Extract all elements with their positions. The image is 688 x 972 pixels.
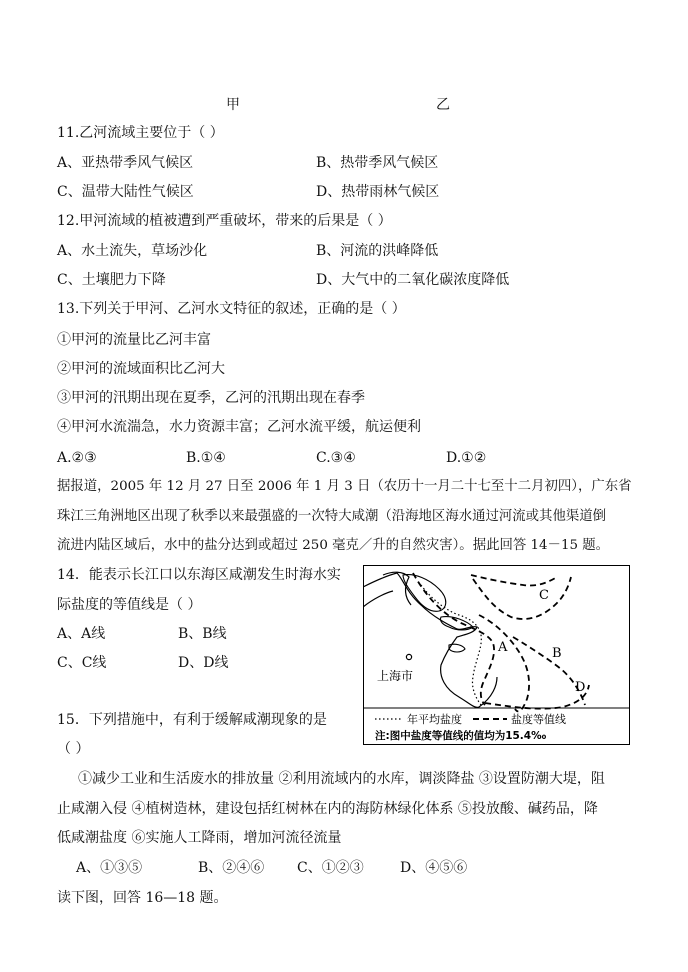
q13-item-4: ④甲河水流湍急，水力资源丰富；乙河水流平缓，航运便利 xyxy=(57,419,421,435)
q15-measures-line-3: 低咸潮盐度 ⑥实施人工降雨，增加河流径流量 xyxy=(57,830,342,846)
q11-option-d: D、热带雨林气候区 xyxy=(316,184,440,200)
label-b: B xyxy=(552,646,562,661)
q15-option-a: A、①③⑤ xyxy=(76,860,143,876)
q13-item-2: ②甲河的流域面积比乙河大 xyxy=(57,361,225,377)
q12-option-b: B、河流的洪峰降低 xyxy=(316,243,439,259)
q13-stem: 13.下列关于甲河、乙河水文特征的叙述，正确的是（ ） xyxy=(57,301,406,317)
q13-item-1: ①甲河的流量比乙河丰富 xyxy=(57,332,211,348)
q13-option-a: A.②③ xyxy=(57,450,97,466)
q14-option-d: D、D线 xyxy=(178,655,229,671)
q15-measures-line-1: ①减少工业和生活废水的排放量 ②利用流域内的水库，调淡降盐 ③设置防潮大堤，阻 xyxy=(78,771,605,787)
q15-option-d: D、④⑤⑥ xyxy=(400,860,468,876)
q12-option-c: C、土壤肥力下降 xyxy=(57,272,166,288)
q15-stem-line-1: 15．下列措施中，有利于缓解咸潮现象的是 xyxy=(57,712,327,728)
q13-option-c: C.③④ xyxy=(316,450,356,466)
q14-stem-line-1: 14．能表示长江口以东海区咸潮发生时海水实 xyxy=(57,567,341,583)
passage-line-1: 据报道，2005 年 12 月 27 日至 2006 年 1 月 3 日（农历十一月二十七至十二月初四），广东省 xyxy=(57,479,632,494)
salinity-map xyxy=(363,565,630,745)
q15-stem-line-2: （ ） xyxy=(57,741,90,757)
q14-option-b: B、B线 xyxy=(178,626,227,642)
q15-option-c: C、①②③ xyxy=(297,860,364,876)
label-a: A xyxy=(498,640,508,655)
q13-option-d: D.①② xyxy=(446,450,487,466)
q13-option-b: B.①④ xyxy=(186,450,226,466)
q14-option-a: A、A线 xyxy=(57,626,106,642)
q11-option-c: C、温带大陆性气候区 xyxy=(57,184,194,200)
q13-item-3: ③甲河的汛期出现在夏季，乙河的汛期出现在春季 xyxy=(57,390,365,406)
q11-option-a: A、亚热带季风气候区 xyxy=(57,155,194,171)
q14-stem-line-2: 际盐度的等值线是（ ） xyxy=(57,597,202,613)
legend-iso-label: 盐度等值线 xyxy=(511,713,566,726)
city-marker xyxy=(406,654,411,659)
q15-option-b: B、②④⑥ xyxy=(198,860,265,876)
caption-yi: 乙 xyxy=(436,97,450,113)
q11-stem: 11.乙河流域主要位于（ ） xyxy=(57,125,224,141)
label-c: C xyxy=(539,588,549,603)
q14-option-c: C、C线 xyxy=(57,655,107,671)
legend-note: 注:图中盐度等值线的值均为15.4‰ xyxy=(375,730,547,742)
q11-option-b: B、热带季风气候区 xyxy=(316,155,439,171)
label-d: D xyxy=(575,680,586,695)
caption-jia: 甲 xyxy=(226,97,240,113)
q12-option-d: D、大气中的二氧化碳浓度降低 xyxy=(316,272,510,288)
legend-avg-label: 年平均盐度 xyxy=(407,713,462,726)
next-section-instruction: 读下图，回答 16—18 题。 xyxy=(57,890,228,906)
q12-option-a: A、水土流失，草场沙化 xyxy=(57,243,208,259)
passage-line-3: 流进内陆区域后，水中的盐分达到或超过 250 毫克／升的自然灾害）。据此回答 14－15 题。 xyxy=(57,538,610,553)
passage-line-2: 珠江三角洲地区出现了秋季以来最强盛的一次特大咸潮（沿海地区海水通过河流或其他渠道倒 xyxy=(57,509,607,524)
q12-stem: 12.甲河流域的植被遭到严重破坏，带来的后果是（ ） xyxy=(57,213,392,229)
city-label: 上海市 xyxy=(377,669,414,683)
q15-measures-line-2: 止咸潮入侵 ④植树造林，建设包括红树林在内的海防林绿化体系 ⑤投放酸、碱药品，降 xyxy=(57,801,598,817)
